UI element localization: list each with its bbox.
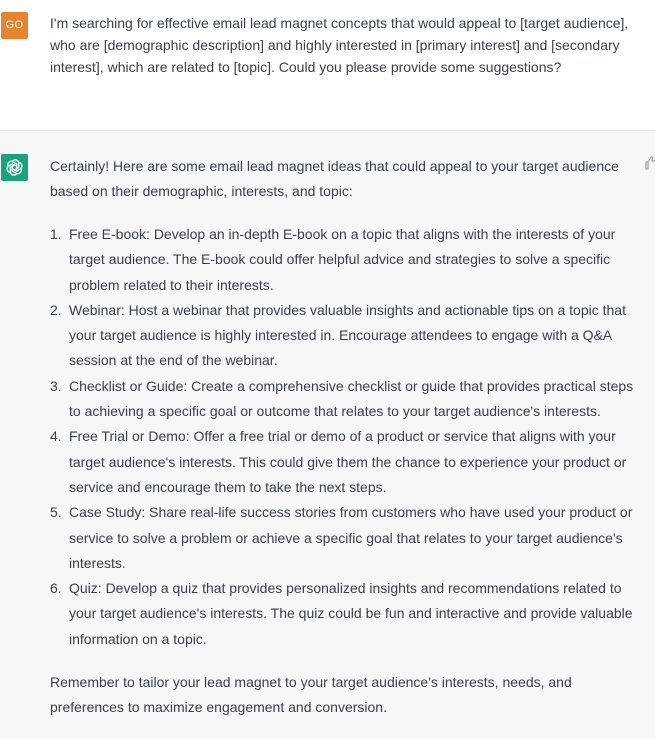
user-message-row [0,0,655,131]
answer-closing: Remember to tailor your lead magnet to your target audience's interests, needs, and preferences to maximize engagement and conversion. [50,674,572,716]
assistant-answer [50,154,640,720]
list-item: 1. Free E-book: Develop an in-depth E-book on a topic that aligns with the interests of your target audience. The E-book could offer helpful advice and strategies to solve a specific problem related to their interests. [50,226,616,293]
openai-logo-icon [1,154,28,181]
user-avatar: GO [1,12,28,39]
list-item: 6. Quiz: Develop a quiz that provides personalized insights and recommendations related to your target audience's interests. The quiz could be fun and interactive and provide valuable information on a topic. [50,580,633,647]
list-item: 4. Free Trial or Demo: Offer a free trial or demo of a product or service that aligns with your target audience's interests. This could give them the chance to experience your product or service and encourage them to take the next steps. [50,428,627,495]
list-item: 2. Webinar: Host a webinar that provides valuable insights and actionable tips on a topic that your target audience is highly interested in. Encourage attendees to engage with a Q&A session at the end of the webinar. [50,301,626,369]
lead-magnet-list [50,222,640,652]
user-message-text: I'm searching for effective email lead magnet concepts that would appeal to [target audience], who are [demographic description] and highly interested in [primary interest] and [secondary interest], which are related to [topic]. Could you please provide some suggestions? [50,15,629,75]
thumbs-up-icon[interactable] [645,155,655,171]
list-item: 5. Case Study: Share real-life success stories from customers who have used your product or service to solve a problem or achieve a specific goal that relates to your target audience's interests. [50,504,633,571]
list-item: 3. Checklist or Guide: Create a comprehensive checklist or guide that provides practical steps to achieving a specific goal or outcome that relates to your target audience's interests. [50,377,634,420]
answer-intro: Certainly! Here are some email lead magnet ideas that could appeal to your target audience based on their demographic, interests, and topic: [50,158,619,199]
assistant-message-row [0,131,655,739]
